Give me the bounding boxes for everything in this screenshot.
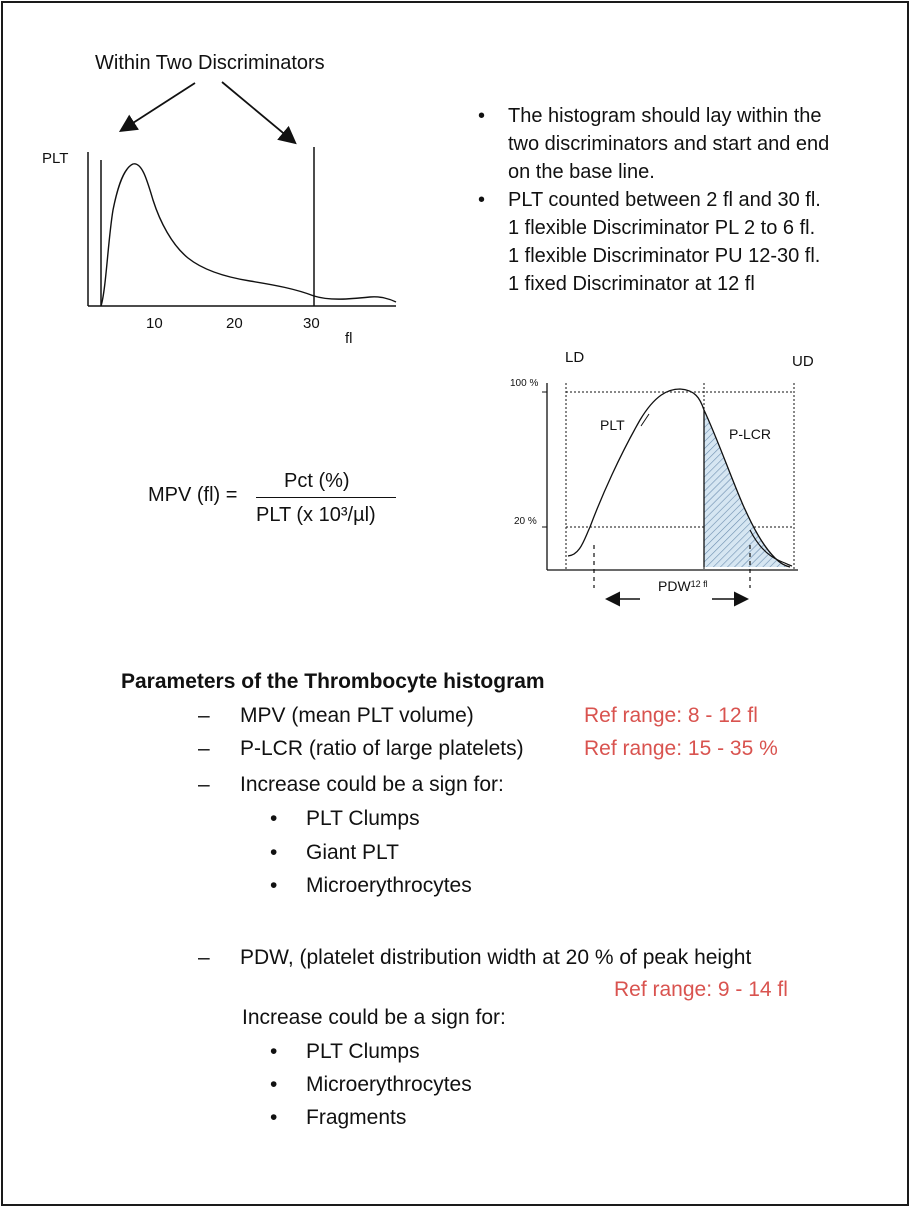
bullet-dot: • <box>270 1106 278 1129</box>
list2-item-text: PLT Clumps <box>306 1040 420 1063</box>
plcr-label: P-LCR <box>729 426 772 442</box>
dash: – <box>198 946 210 969</box>
x-tick-10: 10 <box>146 315 163 332</box>
dash: – <box>198 737 210 760</box>
bullet-dot: • <box>478 105 486 127</box>
mpv-text: MPV (mean PLT volume) <box>240 704 474 727</box>
histogram1-y-label: PLT <box>42 150 69 167</box>
histogram1-title: Within Two Discriminators <box>95 52 325 74</box>
pdw-text: PDW, (platelet distribution width at 20 % of peak height <box>240 946 752 969</box>
plt-label: PLT <box>600 417 625 433</box>
pdw-text: PDW <box>658 578 691 594</box>
pdw-ref-range: Ref range: 9 - 14 fl <box>614 978 788 1001</box>
bullet-dot: • <box>270 874 278 897</box>
dash: – <box>198 704 210 727</box>
x-tick-30: 30 <box>303 315 320 332</box>
formula-numerator: Pct (%) <box>284 470 350 492</box>
bullet-dot: • <box>270 1040 278 1063</box>
x-tick-20: 20 <box>226 315 243 332</box>
plcr-text: P-LCR (ratio of large platelets) <box>240 737 524 760</box>
bullet-line: 1 flexible Discriminator PU 12-30 fl. <box>508 245 821 267</box>
formula-denominator: PLT (x 10³/µl) <box>256 504 376 526</box>
ld-label: LD <box>565 349 585 366</box>
bullet-line: The histogram should lay within the <box>508 105 822 127</box>
list2-item-text: Microerythrocytes <box>306 1073 472 1096</box>
mpv-ref-range: Ref range: 8 - 12 fl <box>584 704 758 727</box>
list2-item-text: Fragments <box>306 1106 407 1129</box>
y100-label: 100 % <box>510 378 539 389</box>
list1-item-text: PLT Clumps <box>306 807 420 830</box>
list1-item-text: Microerythrocytes <box>306 874 472 897</box>
x-unit: fl <box>345 330 353 347</box>
increase2-text: Increase could be a sign for: <box>242 1006 506 1029</box>
plcr-ref-range: Ref range: 15 - 35 % <box>584 737 778 760</box>
list1-item-text: Giant PLT <box>306 841 399 864</box>
bullet-line: on the base line. <box>508 161 655 183</box>
pdw-label <box>658 578 708 594</box>
increase1-text: Increase could be a sign for: <box>240 773 504 796</box>
parameters-title: Parameters of the Thrombocyte histogram <box>121 670 545 693</box>
bullet-dot: • <box>270 807 278 830</box>
bullet-dot: • <box>270 1073 278 1096</box>
ud-label: UD <box>792 353 814 370</box>
bullet-dot: • <box>270 841 278 864</box>
bullet-dot: • <box>478 189 486 211</box>
bullet-line: PLT counted between 2 fl and 30 fl. <box>508 189 821 211</box>
bullet-line: 1 flexible Discriminator PL 2 to 6 fl. <box>508 217 816 239</box>
bullet-line: 1 fixed Discriminator at 12 fl <box>508 273 755 295</box>
pdw-subscript: 12 fl <box>690 579 708 589</box>
y20-label: 20 % <box>514 516 537 527</box>
formula-lhs: MPV (fl) = <box>148 484 238 506</box>
dash: – <box>198 773 210 796</box>
bullet-line: two discriminators and start and end <box>508 133 830 155</box>
